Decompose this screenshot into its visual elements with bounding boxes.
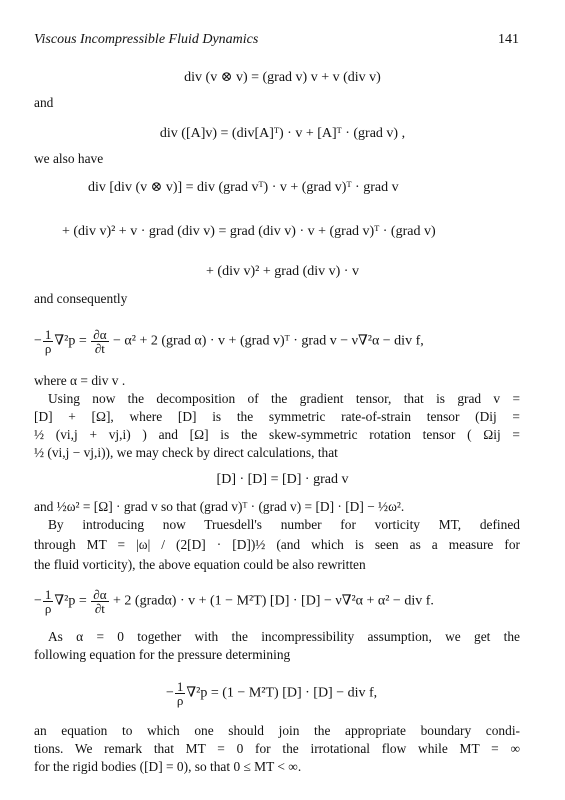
eq6-middle: ∇²p = <box>54 333 87 349</box>
text-we-also-have: we also have <box>34 151 104 166</box>
eq8-right-side: + 2 (gradα) · v + (1 − M²T) [D] · [D] − ν∇²α + α² − div f. <box>113 593 434 609</box>
text-and-consequently: and consequently <box>34 291 128 306</box>
paragraph-5-line-2: tions. We remark that MT = 0 for the irrotational flow while MT = ∞ <box>34 741 520 756</box>
paragraph-1-line-4: ½ (vi,j − vj,i)), we may check by direct calculations, that <box>34 445 338 460</box>
paragraph-1-line-1: Using now the decomposition of the gradient tensor, that is grad v = <box>48 391 520 406</box>
paragraph-1-line-2: [D] + [Ω], where [D] is the symmetric rate-of-strain tensor (Dij = <box>34 409 520 424</box>
running-header <box>34 32 519 52</box>
eq6-frac1-numerator: 1 <box>44 327 52 342</box>
eq6-frac2-denominator: ∂t <box>94 341 105 356</box>
paragraph-1-line-3: ½ (vi,j + vj,i) ) and [Ω] is the skew-symmetric rotation tensor ( Ωij = <box>34 427 520 442</box>
eq6-fraction-2 <box>91 328 108 355</box>
eq9-right-side: ∇²p = (1 − M²T) [D] · [D] − div f, <box>186 685 378 701</box>
equation-div-div-v-tensor-v: div [div (v ⊗ v)] = div (grad vᵀ) · v + (grad v)ᵀ · grad v <box>88 180 399 195</box>
paragraph-4-line-2: following equation for the pressure determining <box>34 647 291 662</box>
eq9-minus: − <box>166 685 174 701</box>
paragraph-3-line-1: By introducing now Truesdell's number for vorticity MT, defined <box>48 517 520 532</box>
eq6-frac1-denominator: ρ <box>44 341 52 356</box>
equation-pressure-truesdell <box>34 588 434 615</box>
running-title: Viscous Incompressible Fluid Dynamics <box>34 32 259 47</box>
eq8-frac1-denominator: ρ <box>44 601 52 616</box>
eq6-right-side: − α² + 2 (grad α) · v + (grad v)ᵀ · grad v − ν∇²α − div f, <box>113 333 424 349</box>
equation-D-dot-D: [D] · [D] = [D] · grad v <box>216 472 349 487</box>
text-where-alpha: where α = div v . <box>34 373 126 388</box>
eq9-fraction <box>175 680 186 707</box>
eq8-middle: ∇²p = <box>54 593 87 609</box>
equation-div-v-tensor-v: div (v ⊗ v) = (grad v) v + v (div v) <box>184 70 381 85</box>
eq6-frac2-numerator: ∂α <box>93 327 107 342</box>
equation-pressure-laplacian <box>34 328 424 355</box>
text-and: and <box>34 95 54 110</box>
paragraph-5-line-1: an equation to which one should join the appropriate boundary condi- <box>34 723 520 738</box>
equation-pressure-final <box>166 680 377 707</box>
eq8-frac2-numerator: ∂α <box>93 587 107 602</box>
eq8-fraction-2 <box>91 588 108 615</box>
eq8-minus: − <box>34 593 42 609</box>
eq6-fraction-1 <box>43 328 54 355</box>
paragraph-2-line-1: and ½ω² = [Ω] · grad v so that (grad v)ᵀ · (grad v) = [D] · [D] − ½ω². <box>34 499 405 514</box>
paragraph-4-line-1: As α = 0 together with the incompressibility assumption, we get the <box>48 629 520 644</box>
equation-div-v-squared: + (div v)² + v · grad (div v) = grad (div v) · v + (grad v)ᵀ · (grad v) <box>62 224 436 239</box>
equation-continuation: + (div v)² + grad (div v) · v <box>206 264 359 279</box>
page-number: 141 <box>498 32 519 47</box>
equation-div-A-v: div ([A]v) = (div[A]ᵀ) · v + [A]ᵀ · (grad v) , <box>159 126 406 141</box>
eq9-frac-denominator: ρ <box>176 693 184 708</box>
paragraph-5-line-3: for the rigid bodies ([D] = 0), so that 0 ≤ MT < ∞. <box>34 759 302 774</box>
paragraph-3-line-3: the fluid vorticity), the above equation could be also rewritten <box>34 557 366 572</box>
eq8-frac1-numerator: 1 <box>44 587 52 602</box>
eq9-frac-numerator: 1 <box>176 679 184 694</box>
eq8-fraction-1 <box>43 588 54 615</box>
eq8-frac2-denominator: ∂t <box>94 601 105 616</box>
paragraph-3-line-2: through MT = |ω| / (2[D] · [D])½ (and which is seen as a measure for <box>34 537 520 552</box>
eq6-minus: − <box>34 333 42 349</box>
